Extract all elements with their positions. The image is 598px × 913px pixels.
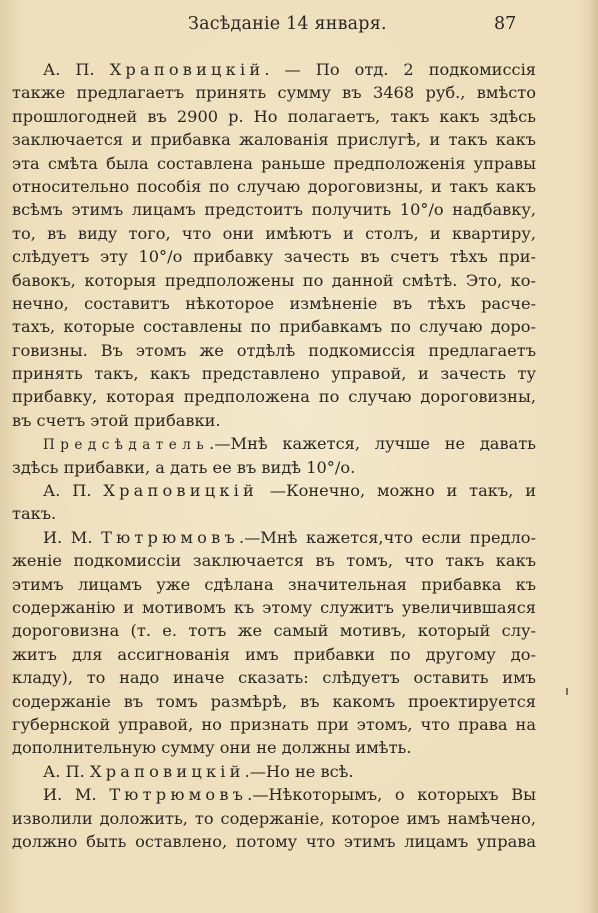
speaker-name: Храповицкій: [103, 481, 259, 501]
text-line: женіе подкомиссіи заключается въ томъ, что такъ какъ: [12, 551, 536, 571]
text-line: то, въ виду того, что они имѣютъ и столъ, и квартиру,: [12, 223, 536, 243]
speaker-initials: А. П.: [43, 481, 104, 501]
text-line: принять такъ, какъ представлено управой, и зачесть ту: [12, 364, 536, 384]
speaker-initials: И. М.: [43, 785, 110, 805]
text-line: изволили доложить, то содержаніе, которое имъ намѣчено,: [12, 808, 536, 828]
text-line: относительно пособія по случаю дороговизны, и такъ какъ: [12, 176, 536, 196]
text-line: [12, 760, 536, 783]
text-line: тахъ, которые составлены по прибавкамъ по случаю доро-: [12, 317, 536, 337]
body-text: [12, 58, 536, 853]
text-line: дополнительную сумму они не должны имѣть.: [12, 738, 412, 758]
text-line: этимъ лицамъ уже сдѣлана значительная прибавка къ: [12, 574, 536, 594]
text-line: нечно, составитъ нѣкоторое измѣненіе въ тѣхъ расче-: [12, 293, 536, 313]
line-text: .—Мнѣ кажется, лучше не давать: [209, 434, 536, 454]
text-line: [12, 479, 536, 502]
text-line: содержанію и мотивомъ къ этому служитъ увеличившаяся: [12, 597, 536, 617]
speaker-name: Храповицкій: [89, 761, 245, 781]
page-edge-shadow: [588, 0, 598, 913]
speaker-initials: А. П.: [43, 60, 110, 79]
text-line: [12, 526, 536, 549]
text-line: бавокъ, которыя предположены по данной смѣтѣ. Это, ко-: [12, 270, 536, 290]
page-number: 87: [494, 14, 517, 34]
text-line: [12, 432, 536, 455]
text-line: прибавку, которая предположена по случаю дороговизны,: [12, 387, 536, 407]
speaker-name: Тютрюмовъ: [101, 527, 239, 547]
text-line: всѣмъ этимъ лицамъ предстоитъ получить 10°/о надбавку,: [12, 200, 536, 220]
text-line: слѣдуетъ эту 10°/о прибавку зачесть въ счетъ тѣхъ при-: [12, 247, 536, 267]
text-line: говизны. Въ этомъ же отдѣлѣ подкомиссія предлагаетъ: [12, 340, 536, 360]
speaker-initials: И. М.: [43, 527, 102, 547]
text-line: дороговизна (т. е. тотъ же самый мотивъ, который слу-: [12, 621, 536, 641]
text-line: въ счетъ этой прибавки.: [12, 410, 221, 430]
line-text: .—Мнѣ кажется,что если предло-: [238, 527, 536, 547]
text-line: здѣсь прибавки, а дать ее въ видѣ 10°/о.: [12, 457, 356, 477]
line-text: .—Но не всѣ.: [244, 761, 354, 781]
text-line: кладу), то надо иначе сказать: слѣдуетъ оставить имъ: [12, 668, 536, 688]
text-line: житъ для ассигнованія имъ прибавки по другому до-: [12, 644, 536, 664]
margin-mark: [566, 688, 568, 695]
text-line: губернской управой, но признать при этомъ, что права на: [12, 714, 536, 734]
text-line: такъ.: [12, 504, 57, 524]
running-header: [0, 14, 598, 42]
speaker-name: Тютрюмовъ: [109, 785, 248, 805]
line-text: . — По отд. 2 подкомиссія: [264, 60, 536, 79]
text-line: также предлагаетъ принять сумму въ 3468 руб., вмѣсто: [12, 83, 536, 103]
line-text: .—Нѣкоторымъ, о которыхъ Вы: [247, 785, 536, 805]
text-line: эта смѣта была составлена раньше предположенія управы: [12, 153, 536, 173]
text-line: содержаніе въ томъ размѣрѣ, въ какомъ проектируется: [12, 691, 536, 711]
speaker-initials: А. П.: [43, 761, 90, 781]
text-line: [12, 783, 536, 806]
running-head-title: Засѣданіе 14 января.: [188, 14, 387, 34]
text-line: [12, 58, 536, 81]
text-line: заключается и прибавка жалованія прислугѣ, и такъ какъ: [12, 130, 536, 150]
speaker-name: Храповицкій: [109, 60, 265, 79]
line-text: —Конечно, можно и такъ, и: [269, 481, 536, 501]
speaker-name: Предсѣдатель: [43, 437, 210, 454]
text-line: прошлогодней въ 2900 р. Но полагаетъ, такъ какъ здѣсь: [12, 106, 536, 126]
text-line: должно быть оставлено, потому что этимъ лицамъ управа: [12, 831, 536, 851]
